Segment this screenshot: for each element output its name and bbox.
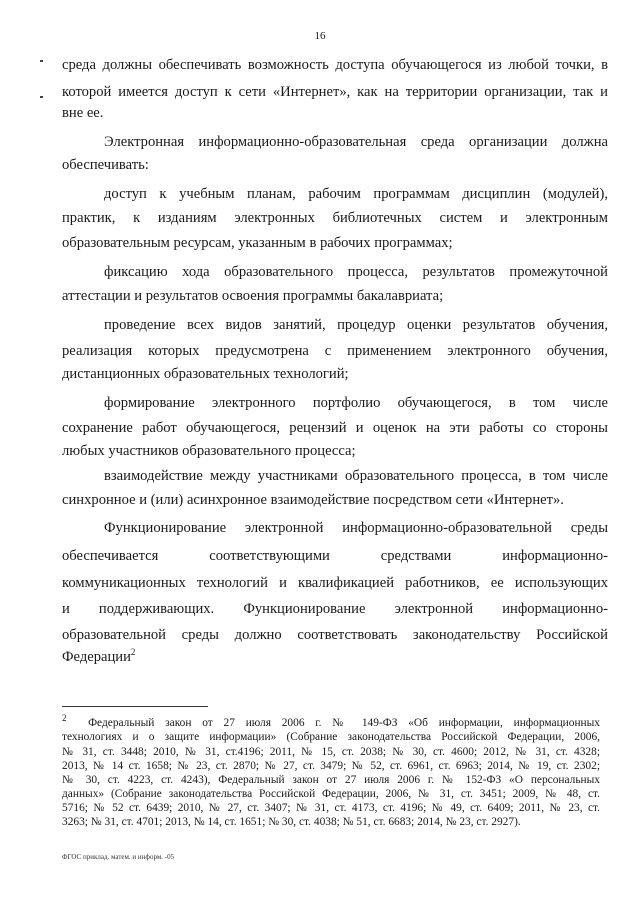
footnote-marker: 2: [62, 713, 67, 724]
body-line: сохранение работ обучающегося, рецензий и оценок на эти работы со стороны: [62, 420, 608, 436]
footnote-line: № 30, ст. 4223, ст. 4243), Федеральный закон от 27 июля 2006 г. № 152-ФЗ «О персональных: [62, 774, 600, 786]
footnote-ref: 2: [130, 647, 136, 658]
body-line: проведение всех видов занятий, процедур оценки результатов обучения,: [104, 317, 608, 333]
body-line: взаимодействие между участниками образовательного процесса, в том числе: [104, 468, 608, 484]
body-line: среда должны обеспечивать возможность доступа обучающегося из любой точки, в: [62, 57, 608, 73]
body-line: доступ к учебным планам, рабочим программам дисциплин (модулей),: [104, 186, 608, 202]
footnote-line: 5716; № 52 ст. 6439; 2010, № 27, ст. 3407; № 31, ст. 4173, ст. 4196; № 49, ст. 6409; 2011, № 23, ст.: [62, 802, 600, 814]
body-line: реализация которых предусмотрена с применением электронного обучения,: [62, 343, 608, 359]
binder-dot: [40, 96, 43, 98]
page-number: 16: [314, 30, 326, 42]
body-line: обеспечивать:: [62, 157, 149, 173]
body-line: фиксацию хода образовательного процесса, результатов промежуточной: [104, 264, 608, 280]
body-line: любых участников образовательного процесса;: [62, 443, 356, 459]
body-line: образовательным ресурсам, указанным в рабочих программах;: [62, 235, 453, 251]
body-line: обеспечивается соответствующими средствами информационно-: [62, 548, 608, 564]
document-stamp: ФГОС приклад. матем. и информ. -05: [62, 853, 175, 861]
body-line: формирование электронного портфолио обучающегося, в том числе: [104, 395, 608, 411]
footnote-line: данных» (Собрание законодательства Российской Федерации, 2006, № 31, ст. 3451; 2009, № 48, ст.: [62, 788, 600, 800]
footnote-line: № 31, ст. 3448; 2010, № 31, ст.4196; 2011, № 15, ст. 2038; № 30, ст. 4600; 2012, № 31, ст. 4328;: [62, 746, 600, 758]
binder-dot: [40, 60, 43, 62]
footnote-text: Федеральный закон от 27 июля 2006 г. № 149-ФЗ «Об информации, информационных: [88, 717, 601, 729]
footnote-line: 3263; № 31, ст. 4701; 2013, № 14, ст. 1651; № 30, ст. 4038; № 51, ст. 6683; 2014, № 23, ст. 2927).: [62, 816, 521, 828]
body-line: Функционирование электронной информационно-образовательной среды: [104, 520, 608, 536]
body-line: Электронная информационно-образовательная среда организации должна: [104, 134, 608, 150]
body-line: аттестации и результатов освоения программы бакалавриата;: [62, 288, 444, 304]
footnote-line: 2013, № 14 ст. 1658; № 23, ст. 2870; № 27, ст. 3479; № 52, ст. 6961, ст. 6963; 2014, № 19, ст. 2302;: [62, 760, 600, 772]
body-line: вне ее.: [62, 105, 104, 121]
body-line: [62, 649, 608, 666]
body-line: и поддерживающих. Функционирование электронной информационно-: [62, 601, 608, 617]
body-line: дистанционных образовательных технологий;: [62, 366, 349, 382]
footnote-line: [62, 713, 601, 729]
body-line: синхронное и (или) асинхронное взаимодействие посредством сети «Интернет».: [62, 492, 564, 508]
body-line-text: Федерации: [62, 649, 131, 665]
footnote-rule: [62, 706, 208, 707]
body-line: коммуникационных технологий и квалификацией работников, ее использующих: [62, 575, 608, 591]
footnote-line: технологиях и о защите информации» (Собрание законодательства Российской Федерации, 2006,: [62, 731, 600, 743]
body-line: практик, к изданиям электронных библиотечных систем и электронным: [62, 210, 608, 226]
body-line: образовательной среды должно соответствовать законодательству Российской: [62, 627, 608, 643]
body-line: которой имеется доступ к сети «Интернет», как на территории организации, так и: [62, 84, 608, 100]
